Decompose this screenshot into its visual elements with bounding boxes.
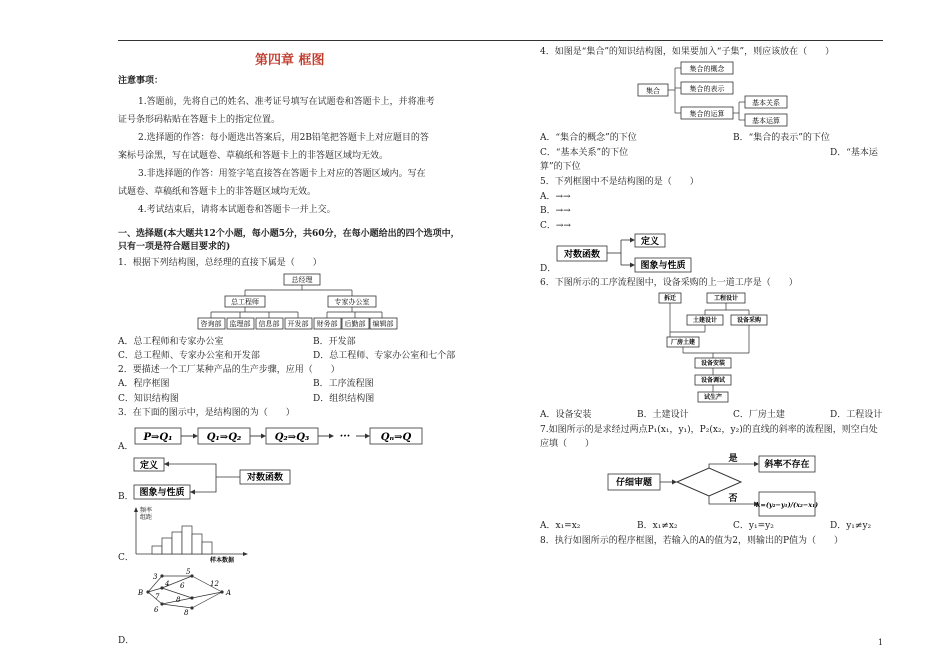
q3-d-weight: 8: [176, 596, 181, 604]
q4-root: 集合: [646, 87, 660, 95]
q1-leaf: 后勤部: [344, 320, 366, 328]
page-number: 1: [878, 638, 884, 647]
q6-stem: 6．下图所示的工序流程图中，设备采购的上一道工序是（ ）: [540, 278, 798, 288]
q3-a-chain: [132, 425, 427, 447]
q5-option: B．→→: [540, 206, 571, 216]
q1-option: B．开发部: [313, 337, 356, 347]
q1-leaf: 开发部: [287, 320, 309, 328]
note-line: 1.答题前，先将自己的姓名、准考证号填写在试题卷和答题卡上，并将准考: [138, 97, 435, 107]
note-line: 试题卷、草稿纸和答题卡上的非答题区域均无效。: [118, 187, 317, 197]
q6-node: 设备调试: [700, 377, 726, 384]
q7-stem: 7.如图所示的是求经过两点P₁(x₁，y₁)，P₂(x₂，y₂)的直线的斜率的流程图，则空白处: [540, 425, 878, 435]
q1-leaf: 监理部: [229, 320, 251, 328]
q2-stem: 2．要描述一个工厂某种产品的生产步骤，应用（ ）: [118, 365, 340, 375]
q3-label-d: D．: [118, 636, 135, 646]
q1-mid: 专家办公室: [334, 298, 370, 306]
q4-child: 集合的概念: [689, 65, 725, 73]
q4-sub: 基本运算: [752, 117, 780, 125]
q4-option-cont: 算”的下位: [540, 162, 581, 172]
q3-c-ylabel: 频率: [140, 507, 153, 514]
q3-stem: 3．在下面的图示中，是结构图的为（ ）: [118, 408, 295, 418]
q4-option: C．“基本关系”的下位: [540, 148, 629, 158]
q5-stem: 5．下列框图中不是结构图的是（ ）: [540, 177, 699, 187]
q1-root: 总经理: [291, 276, 313, 284]
q5-option: A．→→: [540, 192, 571, 202]
q3-a-box: Q₂⇒Q₃: [274, 432, 310, 443]
q4-sub: 基本关系: [752, 99, 780, 107]
q7-option: C．y₁=y₂: [733, 521, 774, 531]
q3-c-bar: [152, 546, 162, 554]
q3-d-weight: 4: [165, 580, 170, 588]
q3-d-weight: 6: [180, 582, 185, 590]
q6-option: D．工程设计: [830, 410, 883, 420]
q3-label-a: A．: [118, 442, 134, 452]
q6-option: B．土建设计: [637, 410, 689, 420]
q6-node: 试生产: [703, 394, 723, 401]
q3-a-box: P⇒Q₁: [143, 432, 173, 443]
q6-option: A．设备安装: [540, 410, 592, 420]
q3-d-weight: 12: [210, 580, 219, 588]
q3-c-ylabel: 组距: [140, 514, 153, 521]
q6-node: 设备安装: [700, 360, 726, 367]
q4-option: A．“集合的概念”的下位: [540, 133, 637, 143]
q2-option: A．程序框图: [118, 379, 170, 389]
q3-c-bar: [162, 538, 172, 554]
q4-stem: 4．如图是“集合”的知识结构图，如果要加入“子集”，则应该放在（ ）: [540, 47, 835, 57]
note-line: 3.非选择题的作答：用签字笔直接答在答题卡上对应的答题区域内。写在: [138, 169, 426, 179]
q1-leaf: 财务部: [316, 320, 338, 328]
q3-c-bar: [192, 534, 202, 554]
q1-option: A．总工程师和专家办公室: [118, 337, 224, 347]
q3-d-weight: 6: [154, 606, 159, 614]
q3-b-box: 对数函数: [246, 473, 284, 483]
q4-child: 集合的运算: [689, 110, 725, 118]
page-title: 第四章 框图: [255, 53, 325, 68]
q1-leaf: 编辑部: [372, 320, 394, 328]
q2-option: B．工序流程图: [313, 379, 374, 389]
q7-no: 否: [728, 494, 738, 504]
q4-structure: [635, 60, 795, 128]
q5-option: C．→→: [540, 221, 571, 231]
note-line: 4.考试结束后，请将本试题卷和答题卡一并上交。: [138, 205, 336, 215]
q7-start: 仔细审题: [615, 478, 653, 488]
q3-b-diagram: [132, 454, 302, 502]
q3-a-dots: ···: [339, 431, 351, 442]
q3-b-box: 定义: [139, 461, 159, 471]
q6-node: 工程设计: [713, 295, 739, 302]
q3-c-bar: [182, 526, 192, 554]
q1-option: C．总工程师、专家办公室和开发部: [118, 351, 260, 361]
top-rule: [118, 40, 883, 41]
q3-d-node: A: [226, 589, 232, 597]
q3-d-network: [132, 566, 242, 618]
q3-c-xlabel: 样本数据: [210, 557, 235, 564]
q7-flowchart: [605, 450, 820, 518]
q7-option: B．x₁≠x₂: [637, 521, 678, 531]
q5-d-box: 定义: [640, 237, 660, 247]
q3-c-bar: [202, 542, 212, 554]
q1-leaf: 信息部: [258, 320, 280, 328]
q6-node: 设备采购: [736, 317, 762, 324]
q1-option: D．总工程师、专家办公室和七个部: [313, 351, 456, 361]
notes-heading: 注意事项：: [118, 76, 164, 86]
section-heading: 一、选择题(本大题共12个小题，每小题5分，共60分，在每小题给出的四个选项中，: [118, 229, 460, 239]
q7-formula: k=(y₂−y₁)/(x₂−x₁): [755, 501, 819, 509]
q3-d-weight: 5: [186, 568, 191, 576]
q2-option: C．知识结构图: [118, 394, 179, 404]
q5-d-diagram: [555, 232, 695, 274]
q3-d-weight: 7: [155, 593, 160, 601]
q4-child: 集合的表示: [689, 85, 725, 93]
q3-d-weight: 3: [153, 573, 158, 581]
q3-c-histogram: [132, 506, 252, 564]
q1-leaf: 咨询部: [200, 320, 222, 328]
note-line: 证号条形码粘贴在答题卡上的指定位置。: [118, 115, 281, 125]
q3-b-box: 图象与性质: [139, 488, 185, 498]
q6-node: 土建设计: [692, 317, 718, 324]
section-heading: 只有一项是符合题目要求的): [118, 242, 231, 252]
q3-a-box: Qₙ⇒Q: [380, 432, 412, 443]
q3-label-b: B．: [118, 492, 134, 502]
q1-org-chart: [190, 272, 405, 334]
q6-flowchart: [655, 290, 780, 408]
q7-stem: 应填（ ）: [540, 439, 595, 449]
note-line: 2.选择题的作答：每小题选出答案后，用2B铅笔把答题卡上对应题目的答: [138, 133, 429, 143]
q1-stem: 1．根据下列结构图，总经理的直接下属是（ ）: [118, 258, 322, 268]
q4-option: D．“基本运: [830, 148, 878, 158]
q7-option: D．y₁≠y₂: [830, 521, 872, 531]
note-line: 案标号涂黑，写在试题卷、草稿纸和答题卡上的非答题区域均无效。: [118, 151, 389, 161]
q7-yes-box: 斜率不存在: [764, 460, 810, 470]
q7-yes: 是: [728, 454, 738, 464]
q5-d-box: 图象与性质: [640, 261, 686, 271]
q7-option: A．x₁=x₂: [540, 521, 581, 531]
q2-option: D．组织结构图: [313, 394, 375, 404]
q3-c-bar: [172, 532, 182, 554]
q8-stem: 8．执行如图所示的程序框图，若输入的A的值为2，则输出的P值为（ ）: [540, 536, 844, 546]
q6-option: C．厂房土建: [733, 410, 785, 420]
q1-mid: 总工程师: [231, 298, 259, 306]
q6-node: 拆迁: [663, 295, 677, 302]
q3-label-c: C．: [118, 553, 134, 563]
q6-node: 厂房土建: [670, 339, 696, 346]
q5-d-box: 对数函数: [563, 250, 601, 260]
q3-a-box: Q₁⇒Q₂: [206, 432, 242, 443]
q5-option: D．: [540, 264, 557, 274]
q3-d-weight: 8: [184, 609, 189, 617]
q3-d-node: B: [138, 589, 144, 597]
q4-option: B．“集合的表示”的下位: [733, 133, 830, 143]
